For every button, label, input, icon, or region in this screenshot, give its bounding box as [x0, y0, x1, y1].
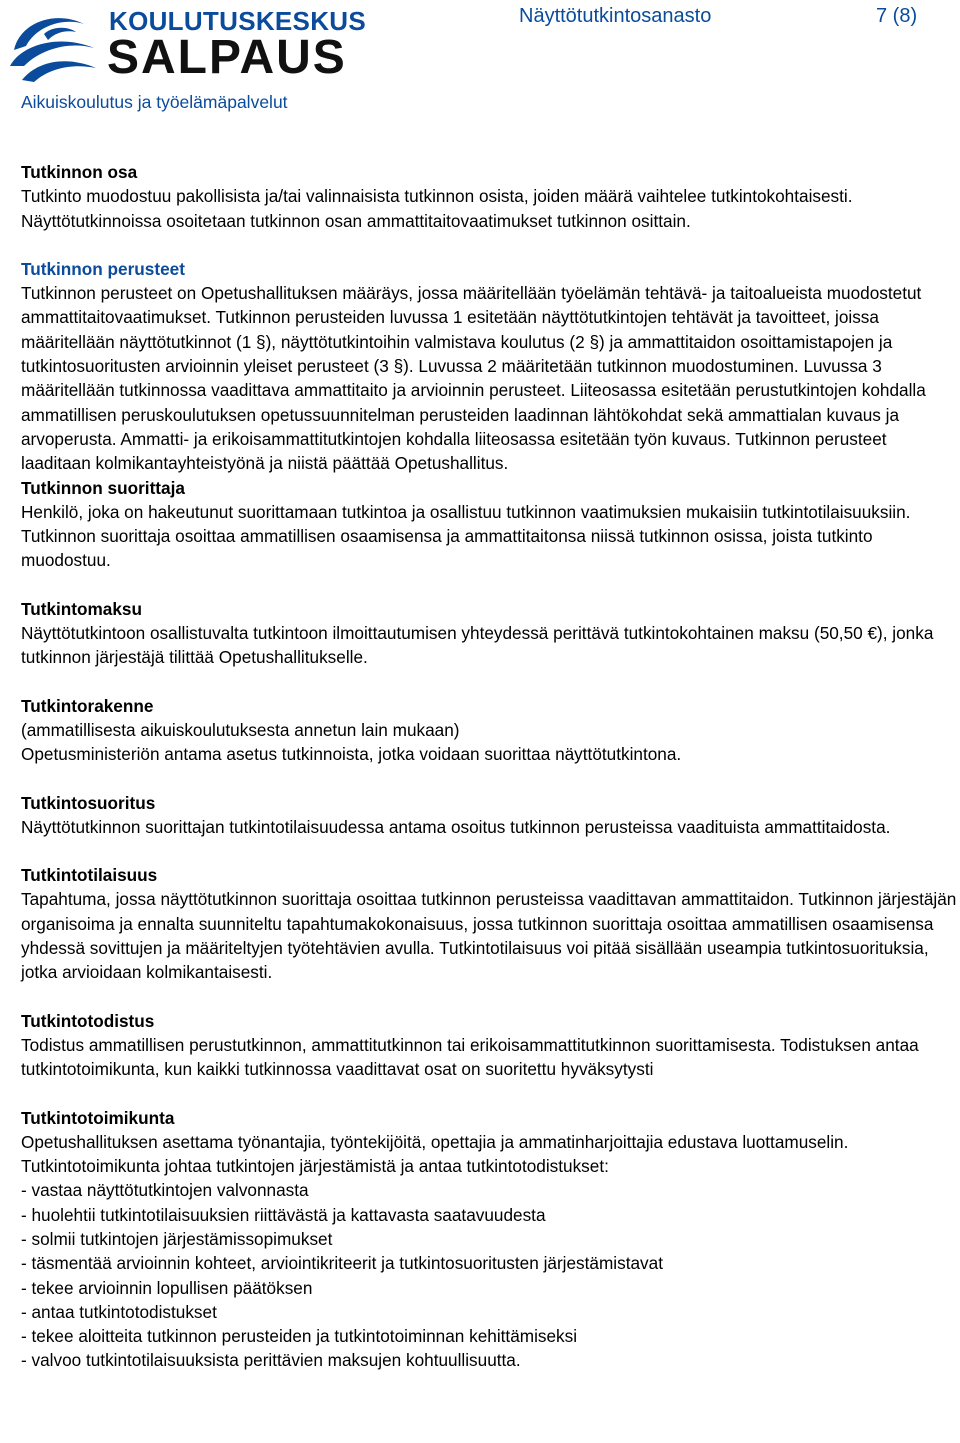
logo-text-top: KOULUTUSKESKUS: [109, 6, 366, 36]
list-item: - valvoo tutkintotilaisuuksista perittävien maksujen kohtuullisuutta.: [21, 1350, 521, 1371]
term-heading: Tutkintotilaisuus: [21, 865, 158, 886]
organization-subtitle: Aikuiskoulutus ja työelämäpalvelut: [21, 92, 288, 112]
section-spacer: [21, 573, 957, 597]
section-spacer: [21, 670, 957, 694]
term-heading: Tutkinnon suorittaja: [21, 477, 185, 498]
term-definition-line: (ammatillisesta aikuiskoulutuksesta annetun lain mukaan): [21, 719, 460, 740]
logo-text-bottom: SALPAUS: [107, 31, 347, 84]
glossary-content: [21, 160, 957, 1373]
term-tutkintotoimikunta: [21, 1106, 957, 1373]
term-definition: Todistus ammatillisen perustutkinnon, ammattitutkinnon tai erikoisammattitutkinnon suorittamisesta. Todistuksen antaa tutkintotoimikunta, kun kaikki tutkinnossa vaadittavat osat on suoritettu hyväksytysti: [21, 1034, 919, 1080]
section-spacer: [21, 839, 957, 863]
term-tutkinnon-osa: [21, 160, 957, 233]
section-spacer: [21, 767, 957, 791]
page-header: [0, 0, 960, 120]
list-item: - tekee arvioinnin lopullisen päätöksen: [21, 1277, 313, 1298]
section-spacer: [21, 1082, 957, 1106]
term-heading: Tutkintotodistus: [21, 1010, 155, 1031]
page-number: 7 (8): [876, 5, 918, 27]
document-title: Näyttötutkintosanasto: [519, 5, 712, 27]
term-heading: Tutkinnon perusteet: [21, 258, 185, 279]
term-definition: Opetushallituksen asettama työnantajia, työntekijöitä, opettajia ja ammatinharjoittajia edustava luottamuselin. Tutkintotoimikunta johtaa tutkintojen järjestämistä ja antaa tutkintotodistukset:: [21, 1131, 849, 1177]
term-definition: Tutkinnon perusteet on Opetushallituksen määräys, jossa määritellään työelämän tehtävä- ja taitoalueista muodostetut ammattitaitovaatimukset. Tutkinnon perusteiden luvussa 1 esitetään näyttötutkintojen tehtävät ja tavoitteet, joissa määritellään näyttötutkinnot (1 §), näyttötutkintoihin valmistava koulutus (2 §) ja ammattitaidon osoittamistapojen ja tutkintosuoritusten arvioinnin yleiset perusteet (3 §). Luvussa 2 määritetään tutkinnon muodostuminen. Luvussa 3 määritellään tutkinnossa vaadittava ammattitaito ja arvioinnin perusteet. Liiteosassa esitetään perustutkintojen kohdalla ammatillisen peruskoulutuksen opetussuunnitelman perusteiden laadinnan lähtökohdat sekä ammattialan kuvaus ja arvoperusta. Ammatti- ja erikoisammattitutkintojen kohdalla liiteosassa esitetään työn kuvaus. Tutkinnon perusteet laaditaan kolmikantayhteistyönä ja niistä päättää Opetushallitus.: [21, 283, 926, 474]
term-tutkintomaksu: [21, 597, 957, 670]
list-item: - täsmentää arvioinnin kohteet, arviointikriteerit ja tutkintosuoritusten järjestämistavat: [21, 1253, 663, 1274]
term-tutkinnon-suorittaja: [21, 476, 957, 573]
term-heading: Tutkintosuoritus: [21, 792, 156, 813]
list-item: - huolehtii tutkintotilaisuuksien riittävästä ja kattavasta saatavuudesta: [21, 1204, 546, 1225]
term-tutkintotilaisuus: [21, 863, 957, 984]
list-item: - tekee aloitteita tutkinnon perusteiden ja tutkintotoiminnan kehittämiseksi: [21, 1326, 578, 1347]
term-heading: Tutkinnon osa: [21, 162, 138, 182]
term-heading: Tutkintotoimikunta: [21, 1107, 175, 1128]
term-definition-line: Opetusministeriön antama asetus tutkinnoista, jotka voidaan suorittaa näyttötutkintona.: [21, 744, 682, 765]
term-definition: Näyttötutkinnon suorittajan tutkintotilaisuudessa antama osoitus tutkinnon perusteissa vaadituista ammattitaidosta.: [21, 816, 891, 837]
term-heading: Tutkintorakenne: [21, 695, 154, 716]
term-tutkinnon-perusteet: [21, 257, 957, 476]
task-list: [21, 1178, 957, 1372]
swirl-logo-icon: [4, 4, 102, 86]
term-tutkintorakenne: [21, 694, 957, 767]
list-item: - vastaa näyttötutkintojen valvonnasta: [21, 1180, 309, 1201]
section-spacer: [21, 985, 957, 1009]
term-heading: Tutkintomaksu: [21, 598, 142, 619]
term-definition: Tutkinto muodostuu pakollisista ja/tai valinnaisista tutkinnon osista, joiden määrä vaihtelee tutkintokohtaisesti. Näyttötutkinnoissa osoitetaan tutkinnon osan ammattitaitovaatimukset tutkinnon osittain.: [21, 186, 853, 231]
term-definition: Näyttötutkintoon osallistuvalta tutkintoon ilmoittautumisen yhteydessä perittävä tutkintokohtainen maksu (50,50 €), jonka tutkinnon järjestäjä tilittää Opetushallitukselle.: [21, 623, 934, 668]
list-item: - antaa tutkintotodistukset: [21, 1301, 217, 1322]
term-tutkintosuoritus: [21, 791, 957, 840]
term-definition: Henkilö, joka on hakeutunut suorittamaan tutkintoa ja osallistuu tutkinnon vaatimuksien mukaisiin tutkintotilaisuuksiin. Tutkinnon suorittaja osoittaa ammatillisen osaamisensa ja ammattitaitonsa niissä tutkinnon osissa, joista tutkinto muodostuu.: [21, 501, 911, 571]
term-definition: Tapahtuma, jossa näyttötutkinnon suorittaja osoittaa tutkinnon perusteissa vaadittavan ammattitaidon. Tutkinnon järjestäjän organisoima ja ennalta suunniteltu tapahtumakokonaisuus, jossa tutkinnon suorittaja osoittaa ammatillisen osaamisensa yhdessä sovittujen ja määriteltyjen työtehtävien avulla. Tutkintotilaisuus voi pitää sisällään useampia tutkintosuorituksia, jotka arvioidaan kolmikantaisesti.: [21, 889, 957, 983]
term-tutkintotodistus: [21, 1009, 957, 1082]
list-item: - solmii tutkintojen järjestämissopimukset: [21, 1228, 333, 1249]
